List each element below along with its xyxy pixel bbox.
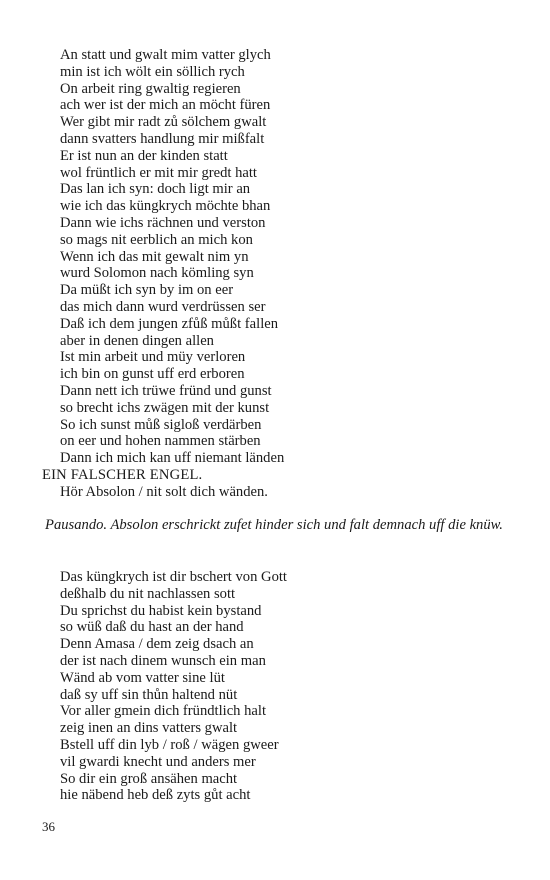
verse-line: Du sprichst du habist kein bystand	[60, 602, 262, 619]
verse-line: so mags nit eerblich an mich kon	[60, 231, 253, 248]
verse-line: So dir ein groß ansähen macht	[60, 770, 238, 787]
verse-line: So ich sunst můß sigloß verdärben	[60, 416, 262, 433]
verse-line: Dann wie ichs rächnen und verston	[60, 214, 266, 231]
verse-line: Bstell uff din lyb / roß / wägen gweer	[60, 736, 279, 753]
verse-line: Vor aller gmein dich fründtlich halt	[60, 703, 267, 720]
verse-line: so wüß daß du hast an der hand	[60, 619, 244, 636]
verse-line: das mich dann wurd verdrüssen ser	[60, 298, 266, 315]
verse-line: Hör Absolon / nit solt dich wänden.	[60, 484, 268, 500]
verse-line: Dann ich mich kan uff niemant länden	[60, 450, 285, 467]
page-number: 36	[42, 819, 55, 834]
verse-block-2	[60, 569, 287, 804]
verse-line: Dann nett ich trüwe fründ und gunst	[60, 382, 272, 399]
verse-line: ach wer ist der mich an möcht füren	[60, 97, 271, 114]
verse-line: Da müßt ich syn by im on eer	[60, 282, 234, 299]
verse-block-1	[60, 47, 284, 467]
verse-line: deßhalb du nit nachlassen sott	[60, 585, 236, 602]
verse-line: On arbeit ring gwaltig regieren	[60, 80, 241, 97]
verse-line: aber in denen dingen allen	[60, 332, 214, 349]
verse-line: Denn Amasa / dem zeig dsach an	[60, 636, 254, 653]
verse-line: wurd Solomon nach kömling syn	[60, 265, 254, 282]
verse-line: An statt und gwalt mim vatter glych	[60, 47, 271, 63]
verse-line: wie ich das küngkrych möchte bhan	[60, 198, 271, 215]
verse-line: Er ist nun an der kinden statt	[60, 147, 228, 164]
verse-line: dann svatters handlung mir mißfalt	[60, 130, 265, 147]
verse-line: Wenn ich das mit gewalt nim yn	[60, 248, 249, 265]
verse-line: Das lan ich syn: doch ligt mir an	[60, 181, 251, 198]
verse-line: min ist ich wölt ein söllich rych	[60, 63, 245, 80]
verse-line: Wer gibt mir radt zů sölchem gwalt	[60, 114, 267, 131]
verse-line: wol früntlich er mit mir gredt hatt	[60, 164, 257, 181]
verse-line: so brecht ichs zwägen mit der kunst	[60, 399, 270, 416]
verse-line: on eer und hohen nammen stärben	[60, 433, 261, 450]
verse-line: Wänd ab vom vatter sine lüt	[60, 669, 225, 686]
verse-line: Daß ich dem jungen zfůß můßt fallen	[60, 315, 279, 332]
speaker-heading: EIN FALSCHER ENGEL.	[42, 467, 203, 483]
verse-line: ich bin on gunst uff erd erboren	[60, 366, 245, 383]
verse-line: daß sy uff sin thůn haltend nüt	[60, 686, 238, 703]
verse-line: vil gwardi knecht und anders mer	[60, 753, 256, 770]
verse-line: der ist nach dinem wunsch ein man	[60, 652, 266, 669]
verse-line: Das küngkrych ist dir bschert von Gott	[60, 569, 287, 585]
verse-line: zeig inen an dins vatters gwalt	[60, 720, 238, 737]
verse-line: Ist min arbeit und müy verloren	[60, 349, 246, 366]
stage-direction: Pausando. Absolon erschrickt zufet hinder sich und falt demnach uff die knüw.	[45, 517, 503, 533]
verse-line: hie näbend heb deß zyts gůt acht	[60, 787, 251, 804]
